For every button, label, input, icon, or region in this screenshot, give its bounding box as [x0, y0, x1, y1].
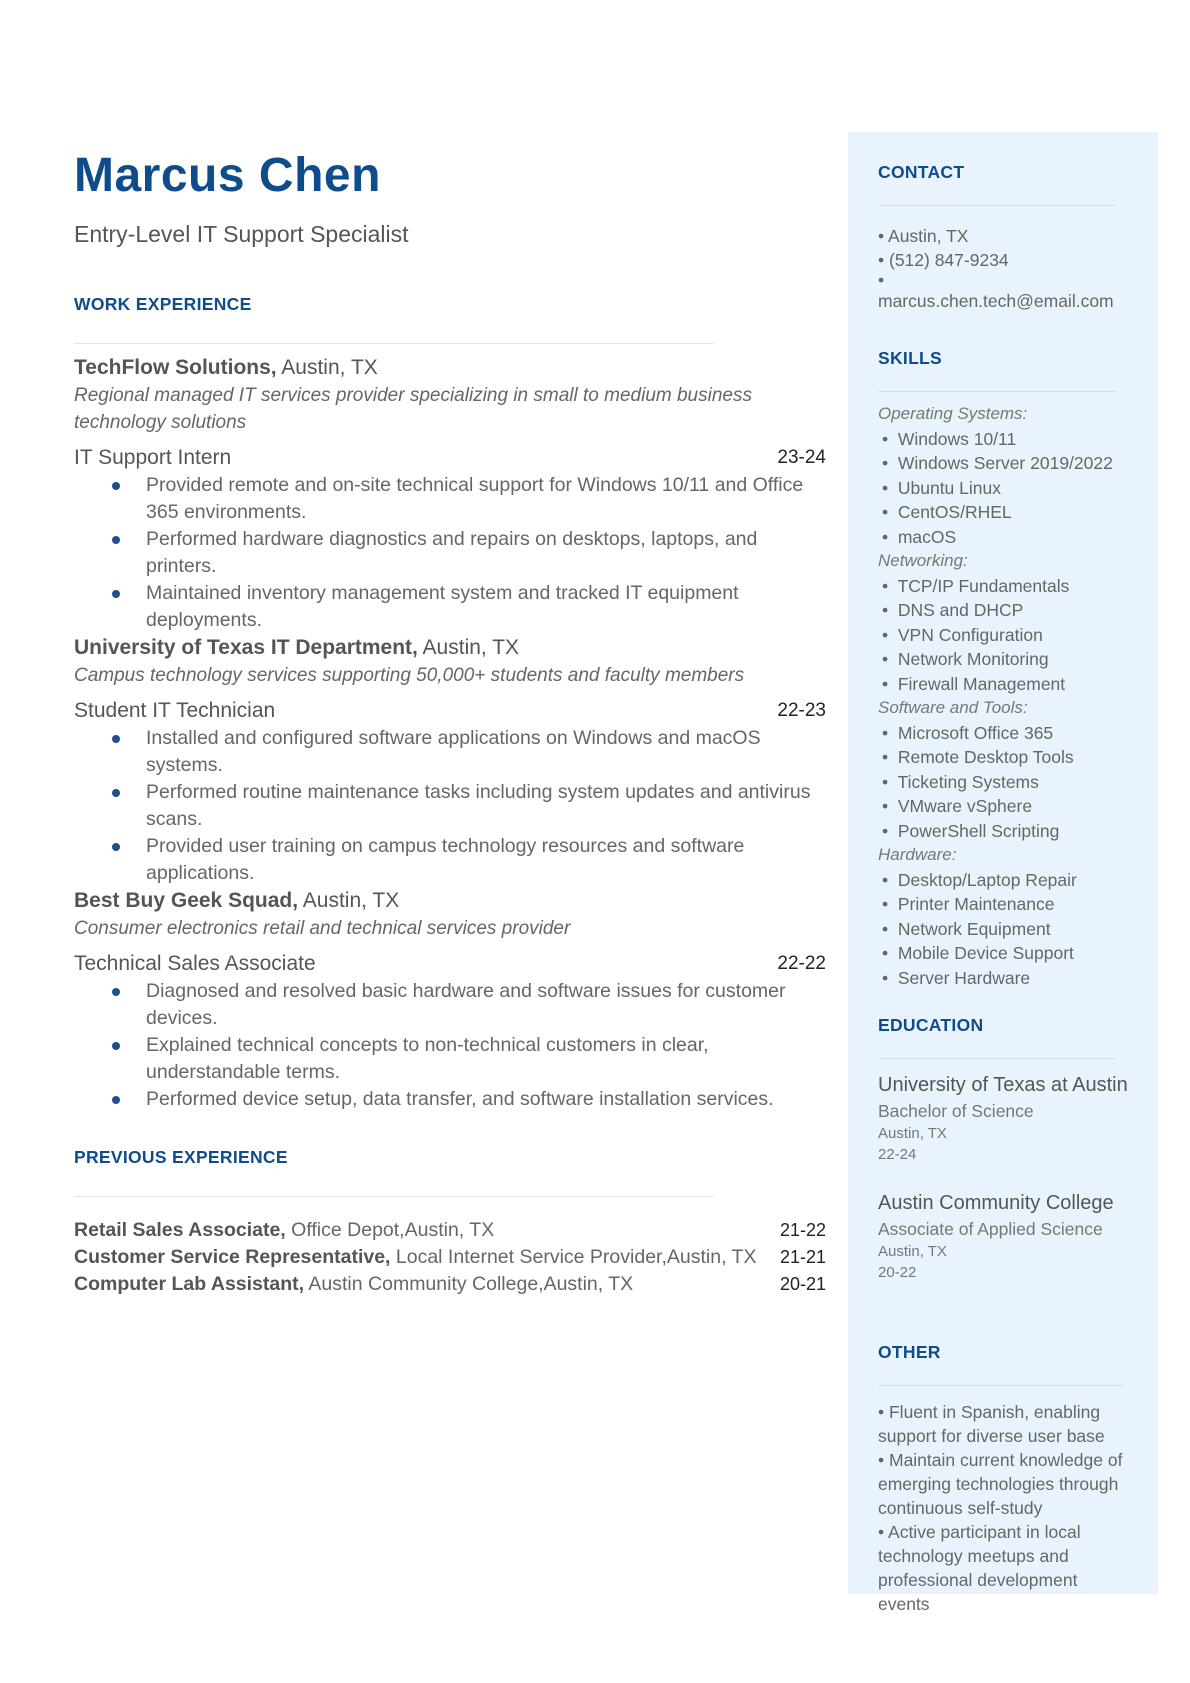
job-role: Technical Sales Associate	[74, 951, 316, 975]
education-section	[878, 1015, 1128, 1283]
bullet-text: Explained technical concepts to non-technical customers in clear, understandable terms.	[146, 1033, 709, 1083]
education-date: 20-22	[878, 1264, 917, 1281]
skill-category: Networking:	[878, 551, 968, 570]
bullet-dot-icon	[112, 536, 120, 544]
job-bullet	[74, 725, 826, 779]
education-location: Austin, TX	[878, 1125, 947, 1142]
contact-heading: CONTACT	[878, 162, 965, 182]
skill-item: • Microsoft Office 365	[882, 722, 1054, 743]
previous-role: Computer Lab Assistant,	[74, 1272, 305, 1295]
job-bullets	[74, 472, 826, 634]
sidebar	[848, 132, 1158, 1614]
job-company-description: Regional managed IT services provider specializing in small to medium business technology solutions	[74, 384, 752, 433]
previous-experience-heading: PREVIOUS EXPERIENCE	[74, 1146, 288, 1167]
bullet-text: Provided user training on campus technology resources and software applications.	[146, 834, 745, 884]
job-bullet	[74, 978, 826, 1032]
skill-item: • Printer Maintenance	[882, 894, 1055, 914]
bullet-dot-icon	[112, 843, 120, 851]
section-divider	[74, 343, 714, 344]
bullet-dot-icon	[112, 1096, 120, 1104]
skill-item: • TCP/IP Fundamentals	[882, 575, 1070, 596]
bullet-text: Performed hardware diagnostics and repairs on desktops, laptops, and printers.	[146, 527, 758, 577]
section-divider	[878, 1058, 1116, 1059]
bullet-dot-icon	[112, 735, 120, 743]
bullet-dot-icon	[112, 789, 120, 797]
other-item: • Active participant in local technology meetups and professional development events	[878, 1522, 1081, 1614]
bullet-text: Performed device setup, data transfer, and software installation services.	[146, 1087, 774, 1110]
job-company: University of Texas IT Department,	[74, 635, 418, 659]
job-entry	[74, 634, 826, 887]
previous-item	[74, 1217, 826, 1244]
section-divider	[878, 391, 1116, 392]
previous-date: 20-21	[779, 1273, 826, 1294]
previous-item	[74, 1244, 826, 1271]
skill-item: • VMware vSphere	[882, 796, 1033, 816]
skill-item: • VPN Configuration	[882, 624, 1043, 645]
education-entry	[878, 1071, 1128, 1165]
skill-category: Operating Systems:	[878, 404, 1028, 423]
skill-item: • CentOS/RHEL	[882, 502, 1012, 522]
job-bullet	[74, 833, 826, 887]
candidate-title: Entry-Level IT Support Specialist	[74, 220, 409, 247]
skill-item: • Server Hardware	[882, 967, 1031, 988]
job-bullets	[74, 978, 826, 1113]
job-location: Austin, TX	[298, 888, 400, 912]
job-location: Austin, TX	[417, 635, 520, 659]
skill-item: • Ubuntu Linux	[882, 477, 1001, 498]
job-bullet	[74, 1032, 826, 1086]
skill-item: • Network Monitoring	[882, 649, 1049, 669]
bullet-dot-icon	[112, 482, 120, 490]
job-role-row	[74, 444, 826, 472]
other-item: • Maintain current knowledge of emerging technologies through continuous self-study	[878, 1450, 1123, 1518]
job-company-line	[74, 354, 826, 382]
education-entry	[878, 1189, 1128, 1283]
job-date: 22-22	[777, 952, 826, 974]
skill-item: • PowerShell Scripting	[882, 820, 1060, 841]
other-heading: OTHER	[878, 1342, 941, 1362]
skill-item: • Windows Server 2019/2022	[882, 453, 1113, 473]
contact-section	[878, 162, 1128, 313]
job-company: TechFlow Solutions,	[74, 355, 277, 379]
bullet-text: Diagnosed and resolved basic hardware and software issues for customer devices.	[146, 979, 786, 1029]
job-role-row	[74, 697, 826, 725]
job-location: Austin, TX	[276, 355, 378, 379]
work-experience-heading: WORK EXPERIENCE	[74, 293, 252, 314]
bullet-text: Provided remote and on-site technical support for Windows 10/11 and Office 365 environments.	[146, 473, 804, 523]
other-section	[878, 1342, 1128, 1616]
skill-category: Hardware:	[878, 845, 957, 864]
section-divider	[878, 1385, 1124, 1386]
previous-experience-list	[74, 1217, 826, 1298]
bullet-text: Maintained inventory management system and tracked IT equipment deployments.	[146, 581, 739, 631]
job-role: IT Support Intern	[74, 445, 232, 469]
job-role: Student IT Technician	[74, 698, 276, 722]
job-entry	[74, 887, 826, 1113]
education-heading: EDUCATION	[878, 1015, 984, 1035]
education-school: Austin Community College	[878, 1192, 1114, 1214]
skill-item: • Network Equipment	[882, 918, 1051, 939]
contact-email-bullet: •	[878, 270, 885, 290]
job-date: 22-23	[777, 699, 826, 721]
section-divider	[74, 1196, 714, 1197]
job-bullet	[74, 779, 826, 833]
education-location: Austin, TX	[878, 1243, 947, 1260]
previous-role: Customer Service Representative,	[74, 1245, 391, 1268]
job-bullets	[74, 725, 826, 887]
education-degree: Associate of Applied Science	[878, 1219, 1103, 1239]
skill-item: • Firewall Management	[882, 673, 1066, 694]
job-date: 23-24	[777, 446, 826, 468]
job-bullet	[74, 580, 826, 634]
job-bullet	[74, 1086, 826, 1113]
job-role-row	[74, 950, 826, 978]
skill-item: • Desktop/Laptop Repair	[882, 869, 1077, 890]
skills-heading: SKILLS	[878, 348, 943, 368]
contact-email[interactable]: marcus.chen.tech@email.com	[878, 291, 1114, 311]
previous-date: 21-21	[779, 1246, 826, 1267]
job-company-line	[74, 887, 826, 915]
skill-item: • DNS and DHCP	[882, 600, 1024, 620]
job-bullet	[74, 526, 826, 580]
job-entry	[74, 354, 826, 634]
contact-phone: • (512) 847-9234	[878, 250, 1009, 270]
main-column	[74, 150, 826, 1298]
job-company-description: Consumer electronics retail and technical services provider	[74, 917, 571, 939]
education-date: 22-24	[878, 1146, 917, 1163]
education-school: University of Texas at Austin	[878, 1074, 1128, 1096]
previous-role: Retail Sales Associate,	[74, 1218, 286, 1241]
skill-item: • Windows 10/11	[882, 428, 1017, 449]
bullet-dot-icon	[112, 988, 120, 996]
job-company-description: Campus technology services supporting 50,000+ students and faculty members	[74, 664, 745, 686]
job-company: Best Buy Geek Squad,	[74, 888, 299, 912]
previous-date: 21-22	[779, 1219, 826, 1240]
previous-place: Austin Community College,Austin, TX	[304, 1272, 634, 1295]
skill-item: • Ticketing Systems	[882, 771, 1039, 792]
education-degree: Bachelor of Science	[878, 1101, 1034, 1121]
skill-item: • Remote Desktop Tools	[882, 747, 1074, 767]
contact-location: • Austin, TX	[878, 226, 969, 246]
bullet-dot-icon	[112, 590, 120, 598]
skills-section	[878, 348, 1128, 990]
previous-place: Office Depot,Austin, TX	[285, 1218, 495, 1241]
previous-place: Local Internet Service Provider,Austin, TX	[390, 1245, 757, 1268]
section-divider	[878, 205, 1116, 206]
bullet-text: Installed and configured software applications on Windows and macOS systems.	[146, 726, 761, 776]
skill-item: • macOS	[882, 526, 957, 547]
skill-category: Software and Tools:	[878, 698, 1028, 717]
bullet-dot-icon	[112, 1042, 120, 1050]
candidate-name: Marcus Chen	[74, 149, 381, 202]
skill-item: • Mobile Device Support	[882, 943, 1074, 963]
job-company-line	[74, 634, 826, 662]
job-bullet	[74, 472, 826, 526]
previous-item	[74, 1271, 826, 1298]
bullet-text: Performed routine maintenance tasks including system updates and antivirus scans.	[146, 780, 811, 830]
other-item: • Fluent in Spanish, enabling support for diverse user base	[878, 1402, 1105, 1446]
